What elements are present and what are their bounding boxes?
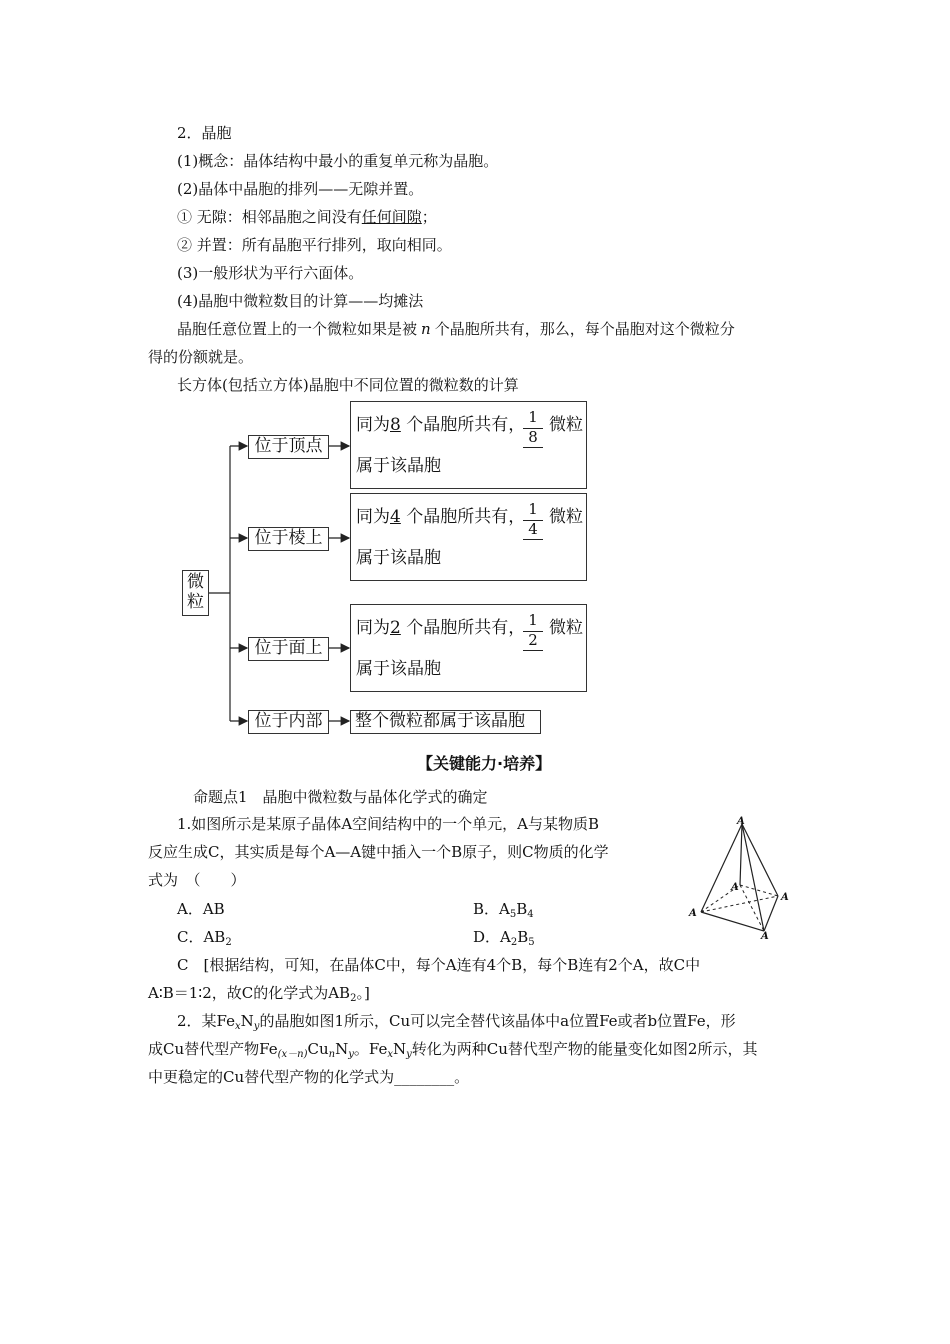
content-interior: 整个微粒都属于该晶胞 [350,710,541,734]
q1-text: 反应生成C，其实质是每个A—A键中插入一个B原子，则C物质的化学 [148,843,609,861]
section-heading: 【关键能力·培养】 [417,754,552,773]
option-d: D．$A_2B_5$ [473,928,535,948]
label-vertex: 位于顶点 [248,435,329,459]
content-vertex: 同为8 个晶胞所共有， 1 8 微粒 属于该晶胞 [350,401,587,489]
svg-text:A: A [761,931,769,940]
answer: C [根据结构，可知，在晶体C中，每个A连有4个B，每个B连有2个A，故C中 [177,956,701,974]
content-face: 同为2 个晶胞所共有， 1 2 微粒 属于该晶胞 [350,604,587,692]
q2-text: 成Cu替代型产物$Fe_{(x-n)}Cu_nN_y$。$Fe_xN_y$转化为两种Cu替代型产物的能量变化如图2所示，其 [148,1040,758,1060]
label-face: 位于面上 [248,637,329,661]
option-c: C．$AB_2$ [177,928,232,948]
q2-text: 中更稳定的Cu替代型产物的化学式为________。 [148,1068,470,1086]
q1-text: 1.如图所示是某原子晶体A空间结构中的一个单元，A与某物质B [177,815,600,833]
label-interior: 位于内部 [248,710,329,734]
content-edge: 同为4 个晶胞所共有， 1 4 微粒 属于该晶胞 [350,493,587,581]
option-a: A．AB [177,900,225,918]
paragraph: 得的份额就是。 [148,348,254,366]
paragraph: (4)晶胞中微粒数目的计算——均摊法 [177,292,424,310]
svg-text:A: A [737,816,745,827]
paragraph: (3)一般形状为平行六面体。 [177,264,364,282]
svg-text:A: A [731,882,739,893]
answer: A∶B＝1∶2，故C的化学式为$AB_2$。] [148,984,370,1004]
section-title: 2．晶胞 [177,124,232,142]
paragraph: 长方体(包括立方体)晶胞中不同位置的微粒数的计算 [177,376,519,394]
paragraph: ② 并置：所有晶胞平行排列，取向相同。 [177,236,452,254]
svg-text:A: A [689,908,697,919]
option-b: B．$A_5B_4$ [473,900,534,920]
paragraph: (2)晶体中晶胞的排列——无隙并置。 [177,180,424,198]
root-box: 微 粒 [182,570,209,616]
paragraph: ① 无隙：相邻晶胞之间没有任何间隙； [177,208,437,226]
q2-text: 2．某$Fe_xN_y$的晶胞如图1所示，Cu可以完全替代该晶体中a位置Fe或者b位置Fe，形 [177,1012,736,1032]
label-edge: 位于棱上 [248,527,329,551]
svg-text:A: A [781,892,789,903]
crystal-unit-figure [685,815,795,940]
proposition: 命题点1 晶胞中微粒数与晶体化学式的确定 [193,788,488,806]
paragraph: (1)概念：晶体结构中最小的重复单元称为晶胞。 [177,152,499,170]
q1-text: 式为 （ ） [148,871,246,889]
paragraph: 晶胞任意位置上的一个微粒如果是被 n 个晶胞所共有，那么，每个晶胞对这个微粒分 [177,320,735,338]
